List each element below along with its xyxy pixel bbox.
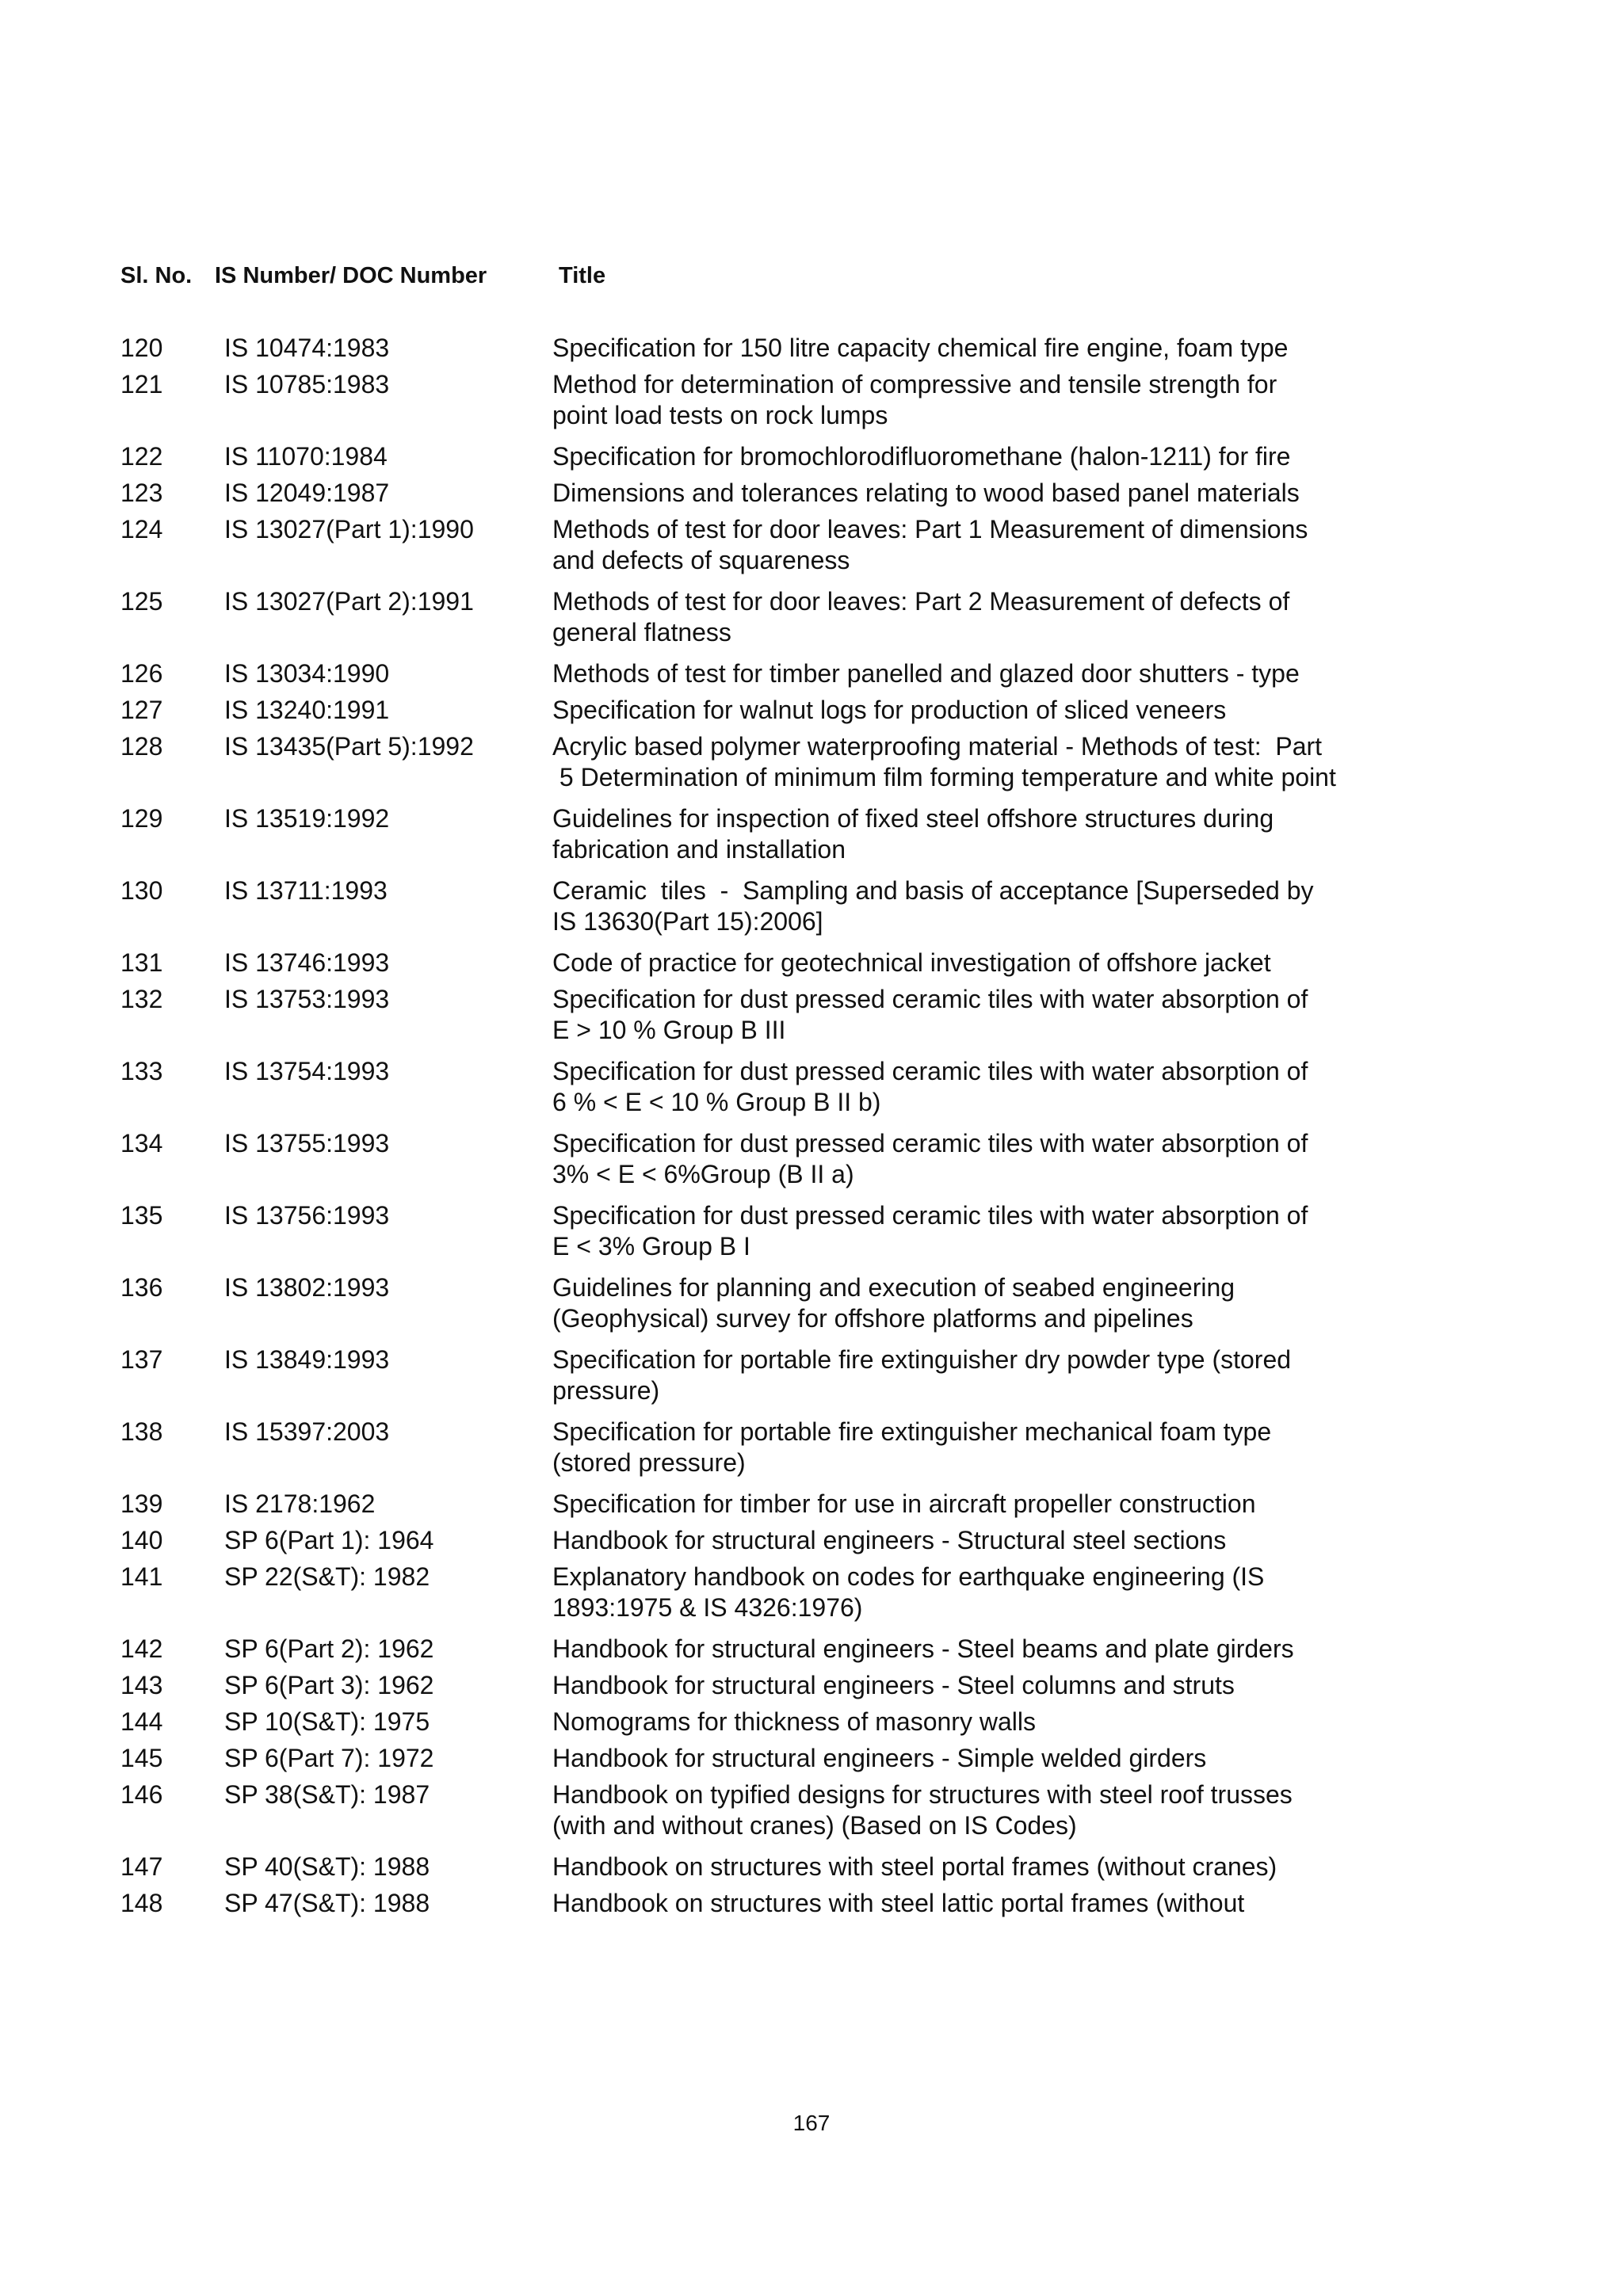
- table-row: [0, 731, 1623, 803]
- is-number-cell: IS 13240:1991: [224, 696, 390, 724]
- title-cell: [552, 875, 1408, 937]
- sl-no-cell: 125: [120, 587, 163, 616]
- sl-no-cell: 126: [120, 659, 163, 688]
- title-line: general flatness: [552, 618, 731, 646]
- title-cell: [552, 803, 1408, 865]
- title-line: 1893:1975 & IS 4326:1976): [552, 1593, 863, 1622]
- table-row: [0, 1852, 1623, 1888]
- sl-no-cell: 137: [120, 1345, 163, 1374]
- title-line: Methods of test for door leaves: Part 2 Measurement of defects of: [552, 587, 1290, 616]
- table-row: [0, 1779, 1623, 1852]
- title-line: 3% < E < 6%Group (B II a): [552, 1160, 854, 1188]
- title-line: Explanatory handbook on codes for earthquake engineering (IS: [552, 1562, 1265, 1591]
- table-row: [0, 369, 1623, 441]
- title-cell: [552, 731, 1408, 793]
- title-line: Nomograms for thickness of masonry walls: [552, 1707, 1036, 1736]
- sl-no-cell: 122: [120, 442, 163, 471]
- is-number-cell: IS 13034:1990: [224, 659, 390, 688]
- title-line: Specification for 150 litre capacity chemical fire engine, foam type: [552, 334, 1289, 362]
- title-cell: [552, 984, 1408, 1046]
- table-header: [0, 263, 1623, 295]
- is-number-cell: IS 12049:1987: [224, 479, 390, 507]
- is-number-cell: IS 2178:1962: [224, 1489, 376, 1518]
- is-number-cell: SP 10(S&T): 1975: [224, 1707, 430, 1736]
- title-line: Handbook for structural engineers - Steel beams and plate girders: [552, 1634, 1294, 1663]
- is-number-cell: SP 22(S&T): 1982: [224, 1562, 430, 1591]
- title-line: Specification for portable fire extinguisher mechanical foam type: [552, 1417, 1272, 1446]
- sl-no-cell: 120: [120, 334, 163, 362]
- table-row: [0, 586, 1623, 658]
- is-number-cell: IS 13027(Part 1):1990: [224, 515, 474, 543]
- title-line: point load tests on rock lumps: [552, 401, 888, 429]
- table-row: [0, 695, 1623, 731]
- title-cell: [552, 1272, 1408, 1334]
- title-line: Specification for walnut logs for production of sliced veneers: [552, 696, 1227, 724]
- title-cell: [552, 1888, 1408, 1919]
- table-row: [0, 1128, 1623, 1200]
- header-is-number: IS Number/ DOC Number: [215, 263, 487, 288]
- title-line: Specification for dust pressed ceramic tiles with water absorption of: [552, 1057, 1308, 1085]
- table-row: [0, 948, 1623, 984]
- is-number-cell: IS 13519:1992: [224, 804, 390, 833]
- sl-no-cell: 147: [120, 1852, 163, 1881]
- table-row: [0, 1344, 1623, 1417]
- is-number-cell: IS 13754:1993: [224, 1057, 390, 1085]
- title-cell: [552, 1562, 1408, 1623]
- table-row: [0, 984, 1623, 1056]
- sl-no-cell: 128: [120, 732, 163, 761]
- title-cell: [552, 1344, 1408, 1406]
- sl-no-cell: 138: [120, 1417, 163, 1446]
- title-line: Handbook on typified designs for structures with steel roof trusses: [552, 1780, 1293, 1809]
- title-line: E > 10 % Group B III: [552, 1016, 786, 1044]
- is-number-cell: IS 13756:1993: [224, 1201, 390, 1230]
- table-row: [0, 1489, 1623, 1525]
- is-number-cell: IS 13802:1993: [224, 1273, 390, 1302]
- title-cell: [552, 1707, 1408, 1737]
- title-cell: [552, 1056, 1408, 1118]
- sl-no-cell: 134: [120, 1129, 163, 1158]
- is-number-cell: SP 38(S&T): 1987: [224, 1780, 430, 1809]
- table-row: [0, 1707, 1623, 1743]
- is-number-cell: IS 13849:1993: [224, 1345, 390, 1374]
- title-cell: [552, 1743, 1408, 1774]
- sl-no-cell: 133: [120, 1057, 163, 1085]
- table-row: [0, 514, 1623, 586]
- title-cell: [552, 948, 1408, 978]
- is-number-cell: IS 13711:1993: [224, 876, 388, 905]
- table-row: [0, 803, 1623, 875]
- sl-no-cell: 129: [120, 804, 163, 833]
- title-cell: [552, 1779, 1408, 1841]
- is-number-cell: IS 13755:1993: [224, 1129, 390, 1158]
- title-line: Ceramic tiles - Sampling and basis of acceptance [Superseded by: [552, 876, 1314, 905]
- title-line: and defects of squareness: [552, 546, 850, 574]
- table-row: [0, 1525, 1623, 1562]
- sl-no-cell: 123: [120, 479, 163, 507]
- is-number-cell: IS 13435(Part 5):1992: [224, 732, 474, 761]
- title-cell: [552, 1525, 1408, 1556]
- is-number-cell: IS 15397:2003: [224, 1417, 390, 1446]
- title-line: Handbook for structural engineers - Simple welded girders: [552, 1744, 1207, 1772]
- table-row: [0, 333, 1623, 369]
- title-line: Specification for dust pressed ceramic tiles with water absorption of: [552, 1129, 1308, 1158]
- title-line: Acrylic based polymer waterproofing material - Methods of test: Part: [552, 732, 1323, 761]
- title-line: Guidelines for inspection of fixed steel offshore structures during: [552, 804, 1274, 833]
- title-line: (Geophysical) survey for offshore platforms and pipelines: [552, 1304, 1193, 1333]
- is-number-cell: IS 13753:1993: [224, 985, 390, 1013]
- is-number-cell: IS 10785:1983: [224, 370, 390, 399]
- title-line: E < 3% Group B I: [552, 1232, 750, 1261]
- page-number: 167: [792, 2111, 831, 2135]
- table-row: [0, 1200, 1623, 1272]
- title-line: Specification for dust pressed ceramic tiles with water absorption of: [552, 1201, 1308, 1230]
- title-line: 6 % < E < 10 % Group B II b): [552, 1088, 881, 1116]
- title-line: 5 Determination of minimum film forming temperature and white point: [552, 763, 1336, 791]
- is-number-cell: SP 6(Part 3): 1962: [224, 1671, 434, 1699]
- title-line: Guidelines for planning and execution of seabed engineering: [552, 1273, 1235, 1302]
- table-row: [0, 1272, 1623, 1344]
- table-row: [0, 875, 1623, 948]
- title-cell: [552, 658, 1408, 689]
- table-row: [0, 1743, 1623, 1779]
- title-line: Specification for timber for use in aircraft propeller construction: [552, 1489, 1256, 1518]
- title-line: Handbook for structural engineers - Structural steel sections: [552, 1526, 1227, 1554]
- sl-no-cell: 140: [120, 1526, 163, 1554]
- sl-no-cell: 143: [120, 1671, 163, 1699]
- sl-no-cell: 139: [120, 1489, 163, 1518]
- title-cell: [552, 441, 1408, 472]
- table-row: [0, 1562, 1623, 1634]
- title-line: (stored pressure): [552, 1448, 746, 1477]
- is-number-cell: IS 13027(Part 2):1991: [224, 587, 474, 616]
- title-line: Methods of test for timber panelled and glazed door shutters - type: [552, 659, 1300, 688]
- title-cell: [552, 1670, 1408, 1701]
- header-sl-no: Sl. No.: [120, 263, 193, 288]
- title-line: Specification for dust pressed ceramic tiles with water absorption of: [552, 985, 1308, 1013]
- table-row: [0, 1056, 1623, 1128]
- title-line: Handbook on structures with steel lattic portal frames (without: [552, 1889, 1245, 1917]
- title-line: IS 13630(Part 15):2006]: [552, 907, 823, 936]
- table-row: [0, 1417, 1623, 1489]
- sl-no-cell: 136: [120, 1273, 163, 1302]
- is-number-cell: SP 40(S&T): 1988: [224, 1852, 430, 1881]
- title-line: Methods of test for door leaves: Part 1 Measurement of dimensions: [552, 515, 1308, 543]
- sl-no-cell: 145: [120, 1744, 163, 1772]
- title-line: fabrication and installation: [552, 835, 846, 864]
- title-line: (with and without cranes) (Based on IS Codes): [552, 1811, 1077, 1840]
- title-cell: [552, 1852, 1408, 1882]
- title-line: Handbook on structures with steel portal frames (without cranes): [552, 1852, 1277, 1881]
- is-number-cell: SP 6(Part 1): 1964: [224, 1526, 434, 1554]
- table-row: [0, 1888, 1623, 1924]
- title-cell: [552, 514, 1408, 576]
- title-line: Specification for bromochlorodifluoromethane (halon-1211) for fire: [552, 442, 1291, 471]
- sl-no-cell: 121: [120, 370, 163, 399]
- sl-no-cell: 131: [120, 948, 163, 977]
- sl-no-cell: 127: [120, 696, 163, 724]
- title-cell: [552, 586, 1408, 648]
- title-cell: [552, 1128, 1408, 1190]
- title-cell: [552, 1200, 1408, 1262]
- title-line: Specification for portable fire extinguisher dry powder type (stored: [552, 1345, 1292, 1374]
- title-cell: [552, 1417, 1408, 1478]
- title-line: Method for determination of compressive and tensile strength for: [552, 370, 1277, 399]
- title-line: Handbook for structural engineers - Steel columns and struts: [552, 1671, 1235, 1699]
- sl-no-cell: 148: [120, 1889, 163, 1917]
- is-number-cell: SP 6(Part 2): 1962: [224, 1634, 434, 1663]
- title-line: Code of practice for geotechnical investigation of offshore jacket: [552, 948, 1271, 977]
- sl-no-cell: 142: [120, 1634, 163, 1663]
- title-cell: [552, 369, 1408, 431]
- title-line: Dimensions and tolerances relating to wood based panel materials: [552, 479, 1300, 507]
- sl-no-cell: 124: [120, 515, 163, 543]
- title-line: pressure): [552, 1376, 660, 1405]
- sl-no-cell: 146: [120, 1780, 163, 1809]
- sl-no-cell: 135: [120, 1201, 163, 1230]
- table-row: [0, 1634, 1623, 1670]
- sl-no-cell: 144: [120, 1707, 163, 1736]
- sl-no-cell: 130: [120, 876, 163, 905]
- is-number-cell: IS 11070:1984: [224, 442, 388, 471]
- title-cell: [552, 478, 1408, 509]
- is-number-cell: IS 10474:1983: [224, 334, 390, 362]
- table-row: [0, 1670, 1623, 1707]
- table-row: [0, 478, 1623, 514]
- sl-no-cell: 132: [120, 985, 163, 1013]
- title-cell: [552, 1489, 1408, 1520]
- title-cell: [552, 695, 1408, 726]
- sl-no-cell: 141: [120, 1562, 163, 1591]
- title-cell: [552, 1634, 1408, 1665]
- is-number-cell: SP 6(Part 7): 1972: [224, 1744, 434, 1772]
- is-number-cell: IS 13746:1993: [224, 948, 390, 977]
- table-row: [0, 658, 1623, 695]
- standards-table: [0, 333, 1623, 1924]
- table-row: [0, 441, 1623, 478]
- title-cell: [552, 333, 1408, 364]
- header-title: Title: [559, 263, 606, 288]
- is-number-cell: SP 47(S&T): 1988: [224, 1889, 430, 1917]
